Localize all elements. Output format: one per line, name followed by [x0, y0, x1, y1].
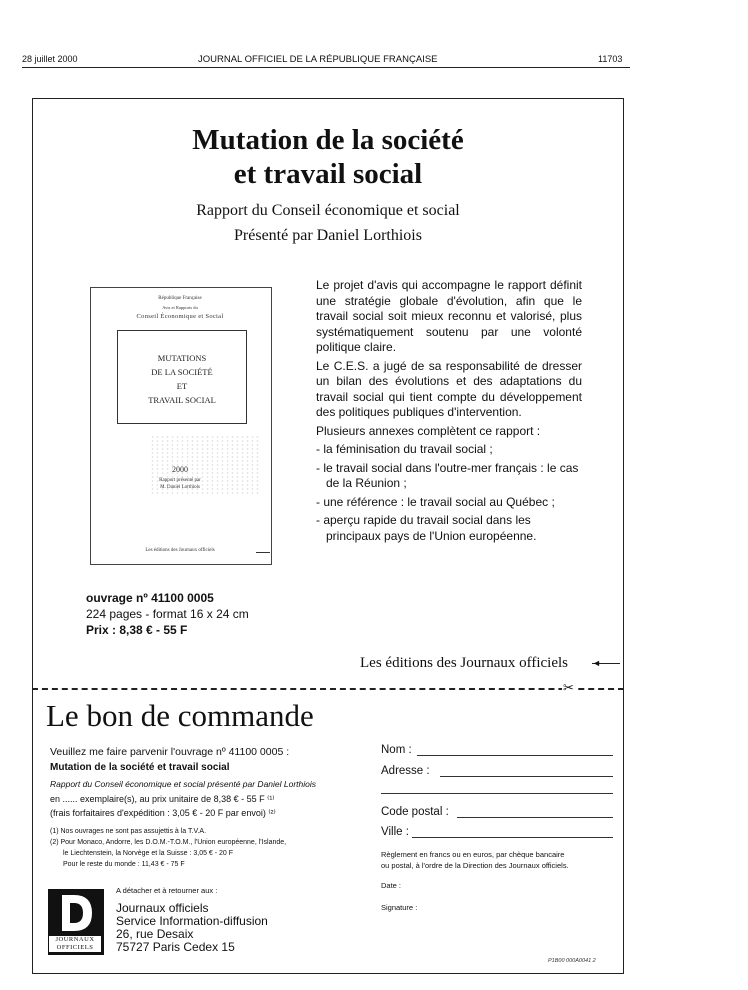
cut-line	[32, 688, 624, 690]
cover-author: M. Daniel Lorthiois	[160, 485, 200, 490]
cover-title-1: MUTATIONS	[157, 353, 207, 363]
subtitle-author: Présenté par Daniel Lorthiois	[234, 227, 422, 244]
cover-mark	[256, 552, 270, 553]
cover-title-2: DE LA SOCIÉTÉ	[151, 367, 213, 377]
book-format: 224 pages - format 16 x 24 cm	[86, 607, 249, 621]
logo-text	[48, 935, 102, 953]
logo-d-icon	[56, 891, 96, 935]
address-label: Adresse :	[381, 765, 430, 777]
paragraph-strategy: Le projet d'avis qui accompagne le rapport définit une stratégie globale d'évolution, afin que le travail social soit mieux reconnu et valorisé, plus systématiquement soutenu par une volonté politique claire.	[316, 278, 582, 354]
book-cover-border	[90, 287, 272, 565]
footnote-shipping-europe: le Liechtenstein, la Norvège et la Suisse : 3,05 € - 20 F	[63, 850, 234, 857]
order-request: Veuillez me faire parvenir l'ouvrage nº 41100 0005 :	[50, 746, 290, 758]
address-line-2: Service Information-diffusion	[116, 914, 268, 928]
cover-year: 2000	[172, 465, 188, 474]
payment-instructions-2: ou postal, à l'ordre de la Direction des Journaux officiels.	[381, 861, 569, 870]
book-price: Prix : 8,38 € - 55 F	[86, 623, 188, 637]
date-label[interactable]: Date :	[381, 881, 402, 890]
list-item: - aperçu rapide du travail social dans les principaux pays de l'Union européenne.	[316, 513, 537, 543]
footnote-shipping: (2) Pour Monaco, Andorre, les D.O.M.-T.O.M., l'Union européenne, l'Islande,	[50, 839, 287, 846]
paragraph-annexes: Plusieurs annexes complètent ce rapport :	[316, 423, 541, 438]
list-item: - une référence : le travail social au Québec ;	[316, 494, 555, 509]
order-form-heading: Le bon de commande	[46, 698, 314, 733]
city-label: Ville :	[381, 826, 409, 838]
header-title: JOURNAL OFFICIEL DE LA RÉPUBLIQUE FRANÇAISE	[198, 54, 438, 65]
scissors-icon: ✂	[563, 680, 574, 695]
publisher-signature: Les éditions des Journaux officiels	[360, 655, 569, 671]
cover-presented: Rapport présenté par	[159, 478, 201, 483]
reference-code: P1B00 000A0041 2	[548, 958, 596, 964]
address-line-3: 26, rue Desaix	[116, 927, 194, 941]
cover-council: Conseil Économique et Social	[136, 313, 224, 320]
address-line-4: 75727 Paris Cedex 15	[116, 940, 235, 954]
postal-code-field[interactable]	[457, 817, 613, 818]
name-field[interactable]	[417, 755, 613, 756]
logo-text-line1: JOURNAUX	[55, 936, 95, 943]
arrow-left-icon: ◄	[592, 658, 601, 668]
postal-code-label: Code postal :	[381, 806, 449, 818]
list-item: - la féminisation du travail social ;	[316, 442, 493, 456]
order-book-subtitle: Rapport du Conseil économique et social présenté par Daniel Lorthiois	[50, 779, 317, 789]
main-title-line2: et travail social	[233, 158, 423, 190]
description-text	[316, 278, 582, 544]
address-field-2[interactable]	[381, 793, 613, 794]
footnote-shipping-world: Pour le reste du monde : 11,43 € - 75 F	[63, 861, 185, 868]
signature-label[interactable]: Signature :	[381, 903, 418, 912]
book-reference: ouvrage nº 41100 0005	[86, 591, 214, 605]
header-rule	[22, 67, 630, 68]
name-label: Nom :	[381, 744, 412, 756]
address-line-1: Journaux officiels	[116, 901, 209, 915]
list-item: - le travail social dans l'outre-mer français : le cas de la Réunion ;	[316, 460, 579, 490]
order-quantity-line[interactable]: en ...... exemplaire(s), au prix unitaire de 8,38 € - 55 F ⁽¹⁾	[50, 794, 275, 804]
city-field[interactable]	[412, 837, 613, 838]
cover-title-3: ET	[176, 381, 188, 391]
cover-avis: Avis et Rapports du	[162, 305, 198, 310]
order-book-title: Mutation de la société et travail social	[50, 762, 230, 773]
logo-text-line2: OFFICIELS	[56, 943, 94, 951]
address-field[interactable]	[440, 776, 613, 777]
footnote-vat: (1) Nos ouvrages ne sont pas assujettis à la T.V.A.	[50, 828, 207, 835]
cover-republic: République Française	[158, 296, 202, 301]
cover-title-4: TRAVAIL SOCIAL	[148, 395, 216, 405]
paragraph-ces: Le C.E.S. a jugé de sa responsabilité de dresser un bilan des évolutions et des adaptations du travail social qui tient compte du développement des politiques publiques d'intervention.	[316, 358, 582, 419]
subtitle-report: Rapport du Conseil économique et social	[196, 202, 460, 219]
cover-publisher: Les éditions des Journaux officiels	[145, 548, 215, 553]
order-shipping: (frais forfaitaires d'expédition : 3,05 € - 20 F par envoi) ⁽²⁾	[50, 808, 276, 818]
cover-title-box	[117, 330, 247, 424]
payment-instructions-1: Règlement en francs ou en euros, par chèque bancaire	[381, 850, 565, 859]
header-date: 28 juillet 2000	[22, 54, 78, 64]
header-page-number: 11703	[598, 54, 623, 64]
detach-instruction: A détacher et à retourner aux :	[116, 886, 218, 895]
main-title-line1: Mutation de la société	[192, 124, 464, 156]
